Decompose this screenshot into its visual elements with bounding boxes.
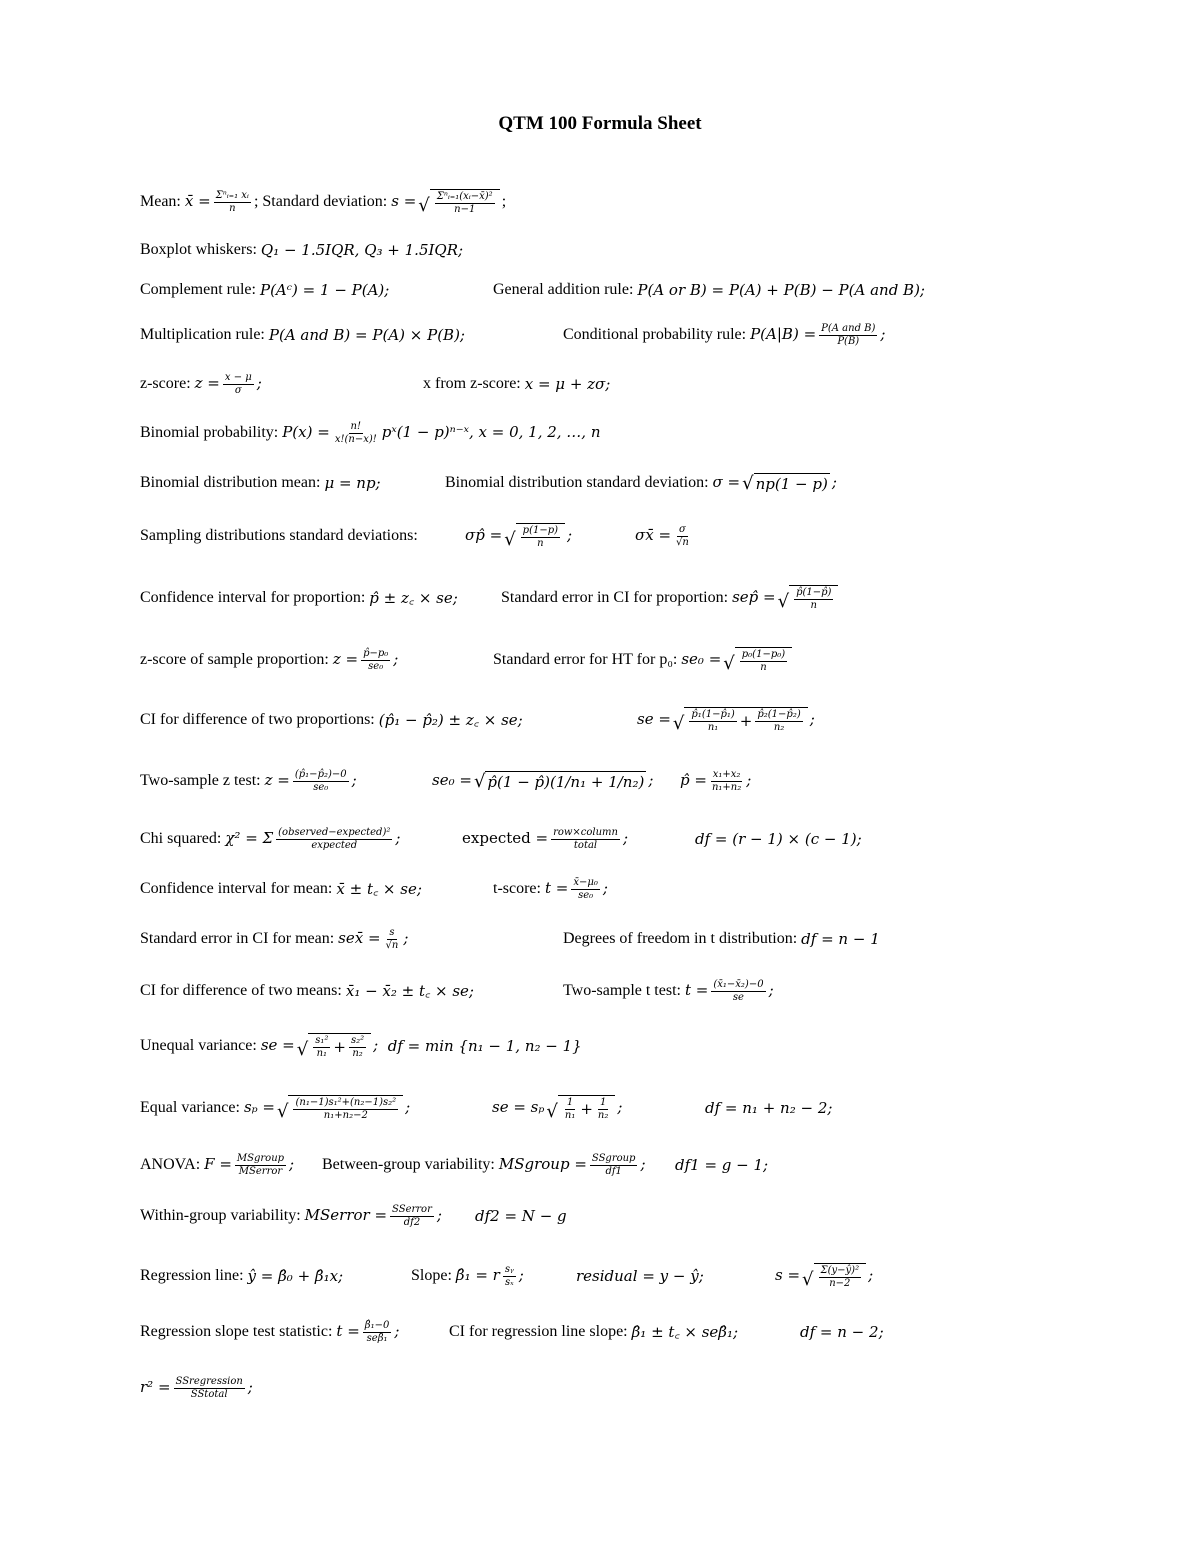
- multiplication-formula: P(A and B) = P(A) × P(B);: [268, 326, 465, 344]
- within-group-label: Within-group variability:: [140, 1207, 301, 1224]
- complement-label: Complement rule:: [140, 281, 256, 298]
- equal-variance-se-formula: se = sₚ √ $\frac{1}{\text{n₁}}$ + $\frac{1}{\text{n₂}}$ ;: [492, 1097, 623, 1122]
- residual-se-formula: s = √ $\frac{\text{Σ(y−ŷ)²}}{n-2}$ ;: [775, 1265, 874, 1290]
- ci-proportion-label: Confidence interval for proportion:: [140, 589, 366, 606]
- chi-squared-label: Chi squared:: [140, 830, 222, 847]
- unequal-variance-df: df = min {n₁ − 1, n₂ − 1}: [387, 1037, 582, 1055]
- ci-proportion-line: [140, 576, 940, 620]
- ci-slope-label: CI for regression line slope:: [449, 1323, 628, 1340]
- equal-variance-line: [140, 1086, 940, 1130]
- zscore-label: z-score:: [140, 375, 191, 392]
- between-group-formula: MSgroup = $\frac{\text{SSgroup}}{df1}$ ;: [498, 1153, 646, 1177]
- within-group-df2: df2 = N − g: [475, 1207, 567, 1225]
- two-sample-z-line: [140, 759, 940, 803]
- binomial-sd-label: Binomial distribution standard deviation:: [445, 474, 709, 491]
- complement-line: [140, 268, 1040, 312]
- ci-slope-formula: β̂₁ ± t꜀ × seβ̂₁;: [631, 1323, 739, 1341]
- slope-test-formula: t = $\frac{\text{β̂₁−0}}{\text{seβ̂₁}}$ ;: [336, 1320, 400, 1344]
- t-score-label: t-score:: [493, 880, 541, 897]
- binomial-mean-formula: μ = np;: [324, 474, 381, 492]
- chi-squared-line: [140, 817, 940, 861]
- se-proportion-label: Standard error in CI for proportion:: [501, 589, 729, 606]
- ci-diff-proportion-line: [140, 698, 940, 742]
- anova-formula: F = $\frac{\text{MSgroup}}{\text{MSerror}}$ ;: [204, 1153, 295, 1177]
- ci-diff-mean-label: CI for difference of two means:: [140, 982, 342, 999]
- boxplot-formula: Q₁ − 1.5IQR, Q₃ + 1.5IQR;: [260, 241, 464, 259]
- ci-mean-formula: x̄ ± t꜀ × se;: [336, 880, 422, 898]
- mean-sd-line: Mean: x̄ = $\frac{\text{Σⁿᵢ₌₁ xᵢ}}{n}$ ; Standard deviation: s = √ $\frac{\text{Σⁿᵢ₌₁(xᵢ−x̄)²}}{n-1}$ ;: [140, 190, 507, 216]
- ci-mean-label: Confidence interval for mean:: [140, 880, 333, 897]
- z-proportion-formula: z = $\frac{\text{p̂−p₀}}{\text{se₀}}$ ;: [332, 648, 399, 672]
- expected-formula: expected = $\frac{\text{row×column}}{\text{total}}$ ;: [462, 827, 629, 851]
- sampling-p-formula: σp̂ = √ $\frac{p(1-p)}{n}$ ;: [465, 525, 573, 550]
- two-sample-t-formula: t = $\frac{\text{(x̄₁−x̄₂)−0}}{se}$ ;: [684, 979, 774, 1003]
- multiplication-line: [140, 313, 1040, 357]
- binomial-mean-label: Binomial distribution mean:: [140, 474, 321, 491]
- boxplot-line: [140, 228, 463, 272]
- binomial-formula: P(x) = $\frac{n!}{x!(n-x)!}$ pˣ(1 − p)ⁿ⁻ˣ, x = 0, 1, 2, …, n: [282, 421, 601, 445]
- se-diff-proportion-formula: se = √ $\frac{\text{p̂₁(1−p̂₁)}}{\text{n₁}}$ + $\frac{\text{p̂₂(1−p̂₂)}}{\text{n₂}}$ ;: [637, 709, 815, 734]
- two-sample-t-label: Two-sample t test:: [563, 982, 681, 999]
- slope-formula: β̂₁ = r $\frac{\text{sᵧ}}{\text{sₓ}}$ ;: [455, 1264, 524, 1288]
- two-sample-z-formula: z = $\frac{\text{(p̂₁−p̂₂)−0}}{\text{se₀}}$ ;: [264, 769, 357, 793]
- r-squared-line: [140, 1366, 253, 1410]
- df-t-formula: df = n − 1: [801, 930, 880, 948]
- pooled-sd-formula: sₚ = √ $\frac{\text{(n₁−1)s₁²+(n₂−1)s₂²}}{\text{n₁+n₂−2}}$ ;: [243, 1097, 411, 1122]
- ci-diff-proportion-formula: (p̂₁ − p̂₂) ± z꜀ × se;: [378, 711, 523, 729]
- df-t-label: Degrees of freedom in t distribution:: [563, 930, 798, 947]
- anova-label: ANOVA:: [140, 1156, 201, 1173]
- se-mean-formula: sex̄ = $\frac{s}{√n}$ ;: [338, 927, 409, 951]
- t-score-formula: t = $\frac{\text{x̄−μ₀}}{\text{se₀}}$ ;: [544, 877, 608, 901]
- x-from-z-label: x from z-score:: [423, 375, 521, 392]
- binomial-sd-formula: σ = √ np(1 − p) ;: [712, 473, 837, 494]
- slope-df: df = n − 2;: [800, 1323, 884, 1341]
- z-proportion-line: [140, 638, 940, 682]
- boxplot-label: Boxplot whiskers:: [140, 241, 257, 258]
- chi-squared-formula: χ² = Σ $\frac{\text{(observed−expected)²}}{\text{expected}}$ ;: [225, 827, 401, 851]
- ci-proportion-formula: p̂ ± z꜀ × se;: [369, 589, 458, 607]
- sd-formula: s = √ $\frac{\text{Σⁿᵢ₌₁(xᵢ−x̄)²}}{n-1}$: [391, 189, 501, 215]
- regression-formula: ŷ = β̂₀ + β̂₁x;: [247, 1267, 344, 1285]
- equal-variance-df: df = n₁ + n₂ − 2;: [705, 1099, 833, 1117]
- zscore-formula: z = $\frac{x - \mu}{\sigma}$ ;: [194, 372, 262, 396]
- pooled-se-formula: se₀ = √ p̂(1 − p̂)(1/n₁ + 1/n₂) ;: [432, 771, 654, 792]
- se-ht-formula: se₀ = √ $\frac{\text{p₀(1−p₀)}}{n}$: [681, 647, 794, 673]
- within-group-formula: MSerror = $\frac{\text{SSerror}}{df2}$ ;: [304, 1204, 442, 1228]
- unequal-variance-formula: se = √ $\frac{\text{s₁²}}{\text{n₁}}$ + $\frac{\text{s₂²}}{\text{n₂}}$ ;: [260, 1035, 388, 1060]
- regression-slope-test-line: [140, 1310, 940, 1354]
- slope-label: Slope:: [411, 1267, 452, 1284]
- sd-label: Standard deviation:: [262, 193, 388, 210]
- unequal-variance-label: Unequal variance:: [140, 1037, 257, 1054]
- conditional-label: Conditional probability rule:: [563, 326, 747, 343]
- z-proportion-label: z-score of sample proportion:: [140, 651, 329, 668]
- multiplication-label: Multiplication rule:: [140, 326, 265, 343]
- residual-formula: residual = y − ŷ;: [576, 1267, 704, 1285]
- conditional-formula: P(A|B) = $\frac{\text{P(A and B)}}{P(B)}$ ;: [750, 323, 886, 347]
- page-title: QTM 100 Formula Sheet: [498, 113, 702, 134]
- binomial-label: Binomial probability:: [140, 424, 279, 441]
- binomial-dist-line: [140, 461, 940, 505]
- regression-line: [140, 1254, 940, 1298]
- anova-line: [140, 1143, 940, 1187]
- slope-test-label: Regression slope test statistic:: [140, 1323, 333, 1340]
- mean-label: Mean:: [140, 193, 181, 210]
- addition-label: General addition rule:: [493, 281, 634, 298]
- complement-formula: P(Aᶜ) = 1 − P(A);: [259, 281, 390, 299]
- x-from-z-formula: x = μ + zσ;: [524, 375, 611, 393]
- equal-variance-label: Equal variance:: [140, 1099, 240, 1116]
- mean-formula: x̄ = $\frac{\text{Σⁿᵢ₌₁ xᵢ}}{n}$: [184, 190, 249, 214]
- within-group-line: [140, 1194, 840, 1238]
- se-mean-label: Standard error in CI for mean:: [140, 930, 335, 947]
- regression-label: Regression line:: [140, 1267, 244, 1284]
- se-ht-label: Standard error for HT for p₀:: [493, 651, 678, 668]
- addition-formula: P(A or B) = P(A) + P(B) − P(A and B);: [637, 281, 925, 299]
- r-squared-formula: r² = $\frac{\text{SSregression}}{\text{SStotal}}$ ;: [140, 1376, 253, 1400]
- between-group-label: Between-group variability:: [322, 1156, 495, 1173]
- binomial-line: [140, 411, 601, 455]
- ci-diff-mean-line: [140, 969, 940, 1013]
- se-mean-line: [140, 917, 940, 961]
- ci-diff-proportion-label: CI for difference of two proportions:: [140, 711, 375, 728]
- ci-diff-mean-formula: x̄₁ − x̄₂ ± t꜀ × se;: [345, 982, 474, 1000]
- sampling-x-formula: σx̄ = $\frac{\sigma}{√n}$: [635, 524, 689, 548]
- pooled-p-formula: p̂ = $\frac{\text{x₁+x₂}}{\text{n₁+n₂}}$ ;: [680, 769, 752, 793]
- chi-df-formula: df = (r − 1) × (c − 1);: [695, 830, 862, 848]
- sampling-label: Sampling distributions standard deviations:: [140, 527, 418, 544]
- anova-df1: df1 = g − 1;: [675, 1156, 769, 1174]
- unequal-variance-line: [140, 1024, 582, 1068]
- sampling-line: [140, 514, 840, 558]
- two-sample-z-label: Two-sample z test:: [140, 772, 261, 789]
- se-proportion-formula: sep̂ = √ $\frac{p̂(1-p̂)}{n}$: [732, 585, 840, 611]
- zscore-line: [140, 362, 840, 406]
- ci-mean-line: [140, 867, 840, 911]
